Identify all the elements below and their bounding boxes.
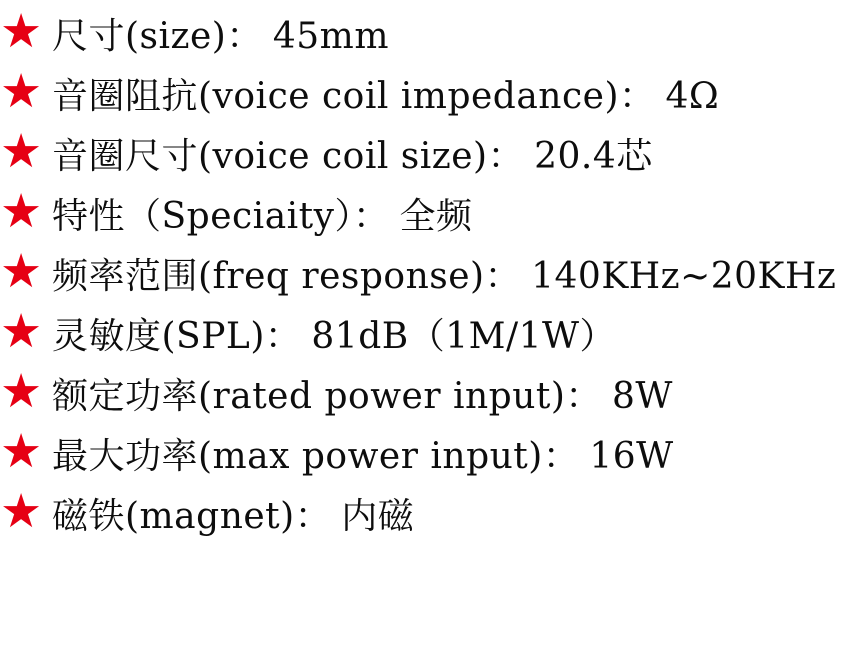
spec-text [52,8,389,59]
spec-value: 20.4芯 [534,135,653,177]
spec-colon: ： [352,195,390,237]
star-icon: ★ [0,3,43,59]
spec-colon: ： [264,315,302,357]
star-icon: ★ [0,423,43,479]
spec-text [52,488,414,539]
spec-text [52,188,473,239]
spec-colon: ： [542,435,580,477]
spec-label: 磁铁(magnet) [52,495,295,537]
spec-value: 4Ω [665,75,720,117]
spec-text [52,248,836,299]
star-icon: ★ [0,303,43,359]
spec-value: 全频 [399,195,473,237]
spec-colon: ： [487,135,525,177]
spec-value: 8W [611,375,673,417]
spec-row-freq-response [0,243,862,303]
star-icon: ★ [0,183,43,239]
spec-value: 内磁 [341,495,415,537]
spec-label: 灵敏度(SPL) [52,315,265,357]
spec-label: 额定功率(rated power input) [52,375,566,417]
spec-colon: ： [226,15,263,57]
spec-value: 140KHz~20KHz [531,255,837,297]
spec-label: 最大功率(max power input) [52,435,543,477]
spec-colon: ： [484,255,522,297]
spec-list [0,3,862,543]
spec-value: 81dB（1M/1W） [311,315,617,357]
spec-row-magnet [0,483,862,543]
spec-value: 16W [589,435,674,477]
spec-text [52,308,616,359]
spec-label: 特性（Speciaity） [52,195,353,237]
spec-label: 音圈尺寸(voice coil size) [52,135,488,177]
spec-value: 45mm [272,15,389,57]
star-icon: ★ [0,483,43,539]
spec-row-size [0,3,862,63]
star-icon: ★ [0,243,43,299]
spec-colon: ： [565,375,602,417]
spec-row-speciality [0,183,862,243]
star-icon: ★ [0,123,43,179]
spec-colon: ： [619,75,656,117]
spec-text [52,128,653,179]
spec-label: 尺寸(size) [52,15,227,57]
star-icon: ★ [0,63,43,119]
spec-row-rated-power [0,363,862,423]
spec-row-spl [0,303,862,363]
spec-text [52,368,673,419]
spec-text [52,68,719,119]
spec-label: 音圈阻抗(voice coil impedance) [52,75,619,117]
star-icon: ★ [0,363,43,419]
spec-label: 频率范围(freq response) [52,255,485,297]
spec-colon: ： [294,495,332,537]
spec-row-voice-coil-size [0,123,862,183]
spec-row-voice-coil-impedance [0,63,862,123]
spec-row-max-power [0,423,862,483]
spec-text [52,428,674,479]
